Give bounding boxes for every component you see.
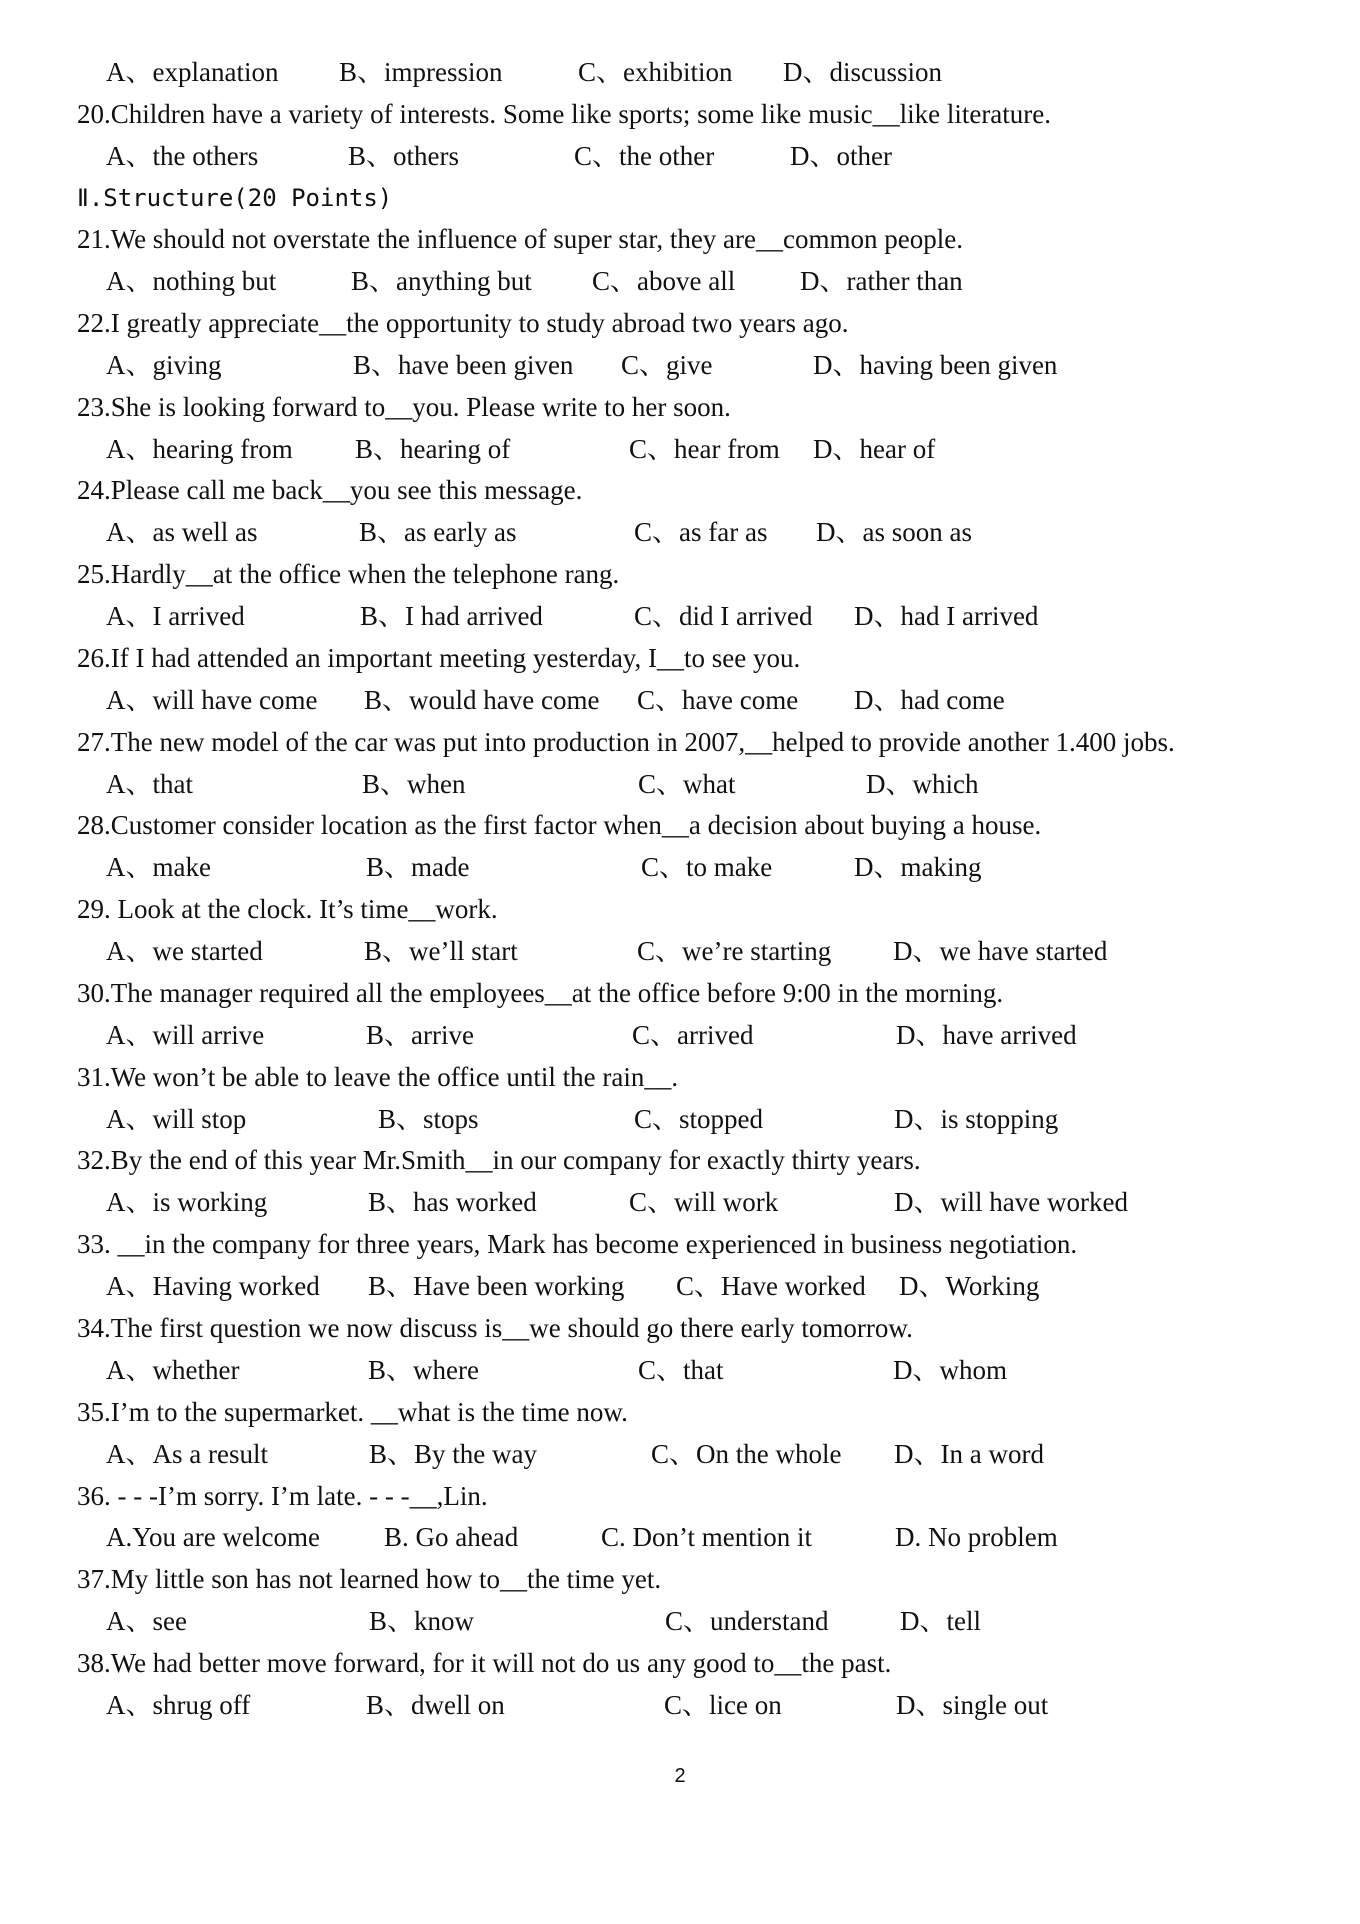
option-d: D、had come [854, 685, 1005, 715]
option-b: B、hearing of [355, 434, 511, 464]
option-d: D、tell [900, 1606, 981, 1636]
question-text: 34.The first question we now discuss is__we should go there early tomorrow. [77, 1313, 913, 1343]
question-text: 30.The manager required all the employees__at the office before 9:00 in the morning. [77, 978, 1004, 1008]
option-b: B、when [362, 769, 466, 799]
option-a: A、giving [106, 350, 222, 380]
question-text: 29. Look at the clock. It’s time__work. [77, 894, 498, 924]
option-d: D、whom [893, 1355, 1007, 1385]
question-text: 27.The new model of the car was put into production in 2007,__helped to provide another 1.400 jobs. [77, 727, 1175, 757]
option-c: C、the other [574, 141, 715, 171]
option-a: A、as well as [106, 517, 258, 547]
question-text: 37.My little son has not learned how to__the time yet. [77, 1564, 662, 1594]
option-d: D、Working [899, 1271, 1040, 1301]
option-b: B、stops [378, 1104, 479, 1134]
option-c: C、give [621, 350, 713, 380]
option-c: C、Have worked [676, 1271, 866, 1301]
option-a: A、explanation [106, 57, 279, 87]
option-d: D、other [790, 141, 892, 171]
option-d: D、In a word [894, 1439, 1044, 1469]
question-text: 21.We should not overstate the influence of super star, they are__common people. [77, 224, 963, 254]
option-b: B、dwell on [366, 1690, 505, 1720]
option-d: D、single out [896, 1690, 1049, 1720]
option-a: A.You are welcome [106, 1522, 320, 1552]
option-c: C、will work [629, 1187, 779, 1217]
option-c: C. Don’t mention it [601, 1522, 813, 1552]
option-b: B、as early as [359, 517, 517, 547]
option-a: A、whether [106, 1355, 240, 1385]
option-a: A、will stop [106, 1104, 247, 1134]
option-d: D. No problem [895, 1522, 1058, 1552]
option-c: C、to make [641, 852, 773, 882]
option-a: A、the others [106, 141, 259, 171]
question-text: 28.Customer consider location as the first factor when__a decision about buying a house. [77, 810, 1042, 840]
option-a: A、Having worked [106, 1271, 320, 1301]
option-c: C、above all [592, 266, 736, 296]
option-b: B、others [348, 141, 459, 171]
option-a: A、that [106, 769, 193, 799]
option-c: C、what [638, 769, 736, 799]
option-a: A、will arrive [106, 1020, 265, 1050]
option-d: D、we have started [893, 936, 1108, 966]
option-b: B、Have been working [368, 1271, 625, 1301]
question-text: 26.If I had attended an important meeting yesterday, I__to see you. [77, 643, 801, 673]
page-number: 2 [674, 1765, 686, 1787]
option-c: C、exhibition [578, 57, 733, 87]
option-c: C、On the whole [651, 1439, 842, 1469]
option-b: B、impression [339, 57, 503, 87]
option-a: A、make [106, 852, 211, 882]
section-heading: Ⅱ.Structure(20 Points) [77, 184, 393, 212]
option-a: A、we started [106, 936, 263, 966]
option-d: D、as soon as [816, 517, 972, 547]
option-d: D、had I arrived [854, 601, 1039, 631]
option-d: D、have arrived [896, 1020, 1077, 1050]
question-text: 35.I’m to the supermarket. __what is the time now. [77, 1397, 628, 1427]
option-c: C、hear from [629, 434, 780, 464]
question-text: 24.Please call me back__you see this message. [77, 475, 583, 505]
question-text: 36. - - -I’m sorry. I’m late. - - -__,Lin. [77, 1481, 488, 1511]
question-text: 33. __in the company for three years, Mark has become experienced in business negotiation. [77, 1229, 1078, 1259]
option-b: B、where [368, 1355, 479, 1385]
option-b: B、By the way [369, 1439, 537, 1469]
option-a: A、I arrived [106, 601, 245, 631]
option-c: C、lice on [664, 1690, 782, 1720]
option-c: C、as far as [634, 517, 768, 547]
option-b: B、anything but [351, 266, 532, 296]
option-c: C、have come [637, 685, 799, 715]
option-a: A、nothing but [106, 266, 277, 296]
option-b: B、arrive [366, 1020, 474, 1050]
question-text: 20.Children have a variety of interests. Some like sports; some like music__like literature. [77, 99, 1052, 129]
option-c: C、stopped [634, 1104, 764, 1134]
question-text: 25.Hardly__at the office when the telephone rang. [77, 559, 620, 589]
option-b: B. Go ahead [384, 1522, 519, 1552]
question-text: 32.By the end of this year Mr.Smith__in our company for exactly thirty years. [77, 1145, 921, 1175]
option-d: D、which [866, 769, 979, 799]
option-b: B、we’ll start [364, 936, 518, 966]
option-a: A、see [106, 1606, 187, 1636]
option-d: D、making [854, 852, 982, 882]
option-d: D、will have worked [894, 1187, 1128, 1217]
question-text: 31.We won’t be able to leave the office until the rain__. [77, 1062, 679, 1092]
option-a: A、will have come [106, 685, 318, 715]
option-b: B、has worked [368, 1187, 537, 1217]
option-c: C、arrived [632, 1020, 754, 1050]
option-c: C、understand [665, 1606, 829, 1636]
option-a: A、is working [106, 1187, 268, 1217]
option-b: B、know [369, 1606, 475, 1636]
option-c: C、that [638, 1355, 724, 1385]
option-c: C、did I arrived [634, 601, 813, 631]
question-text: 38.We had better move forward, for it will not do us any good to__the past. [77, 1648, 892, 1678]
question-text: 22.I greatly appreciate__the opportunity to study abroad two years ago. [77, 308, 849, 338]
option-d: D、is stopping [894, 1104, 1059, 1134]
option-d: D、hear of [813, 434, 936, 464]
option-b: B、would have come [364, 685, 600, 715]
option-a: A、As a result [106, 1439, 268, 1469]
option-d: D、discussion [783, 57, 943, 87]
option-c: C、we’re starting [637, 936, 832, 966]
option-d: D、having been given [813, 350, 1058, 380]
option-b: B、I had arrived [360, 601, 543, 631]
question-text: 23.She is looking forward to__you. Please write to her soon. [77, 392, 731, 422]
option-d: D、rather than [800, 266, 963, 296]
option-b: B、made [366, 852, 470, 882]
option-a: A、shrug off [106, 1690, 251, 1720]
option-a: A、hearing from [106, 434, 293, 464]
option-b: B、have been given [353, 350, 574, 380]
